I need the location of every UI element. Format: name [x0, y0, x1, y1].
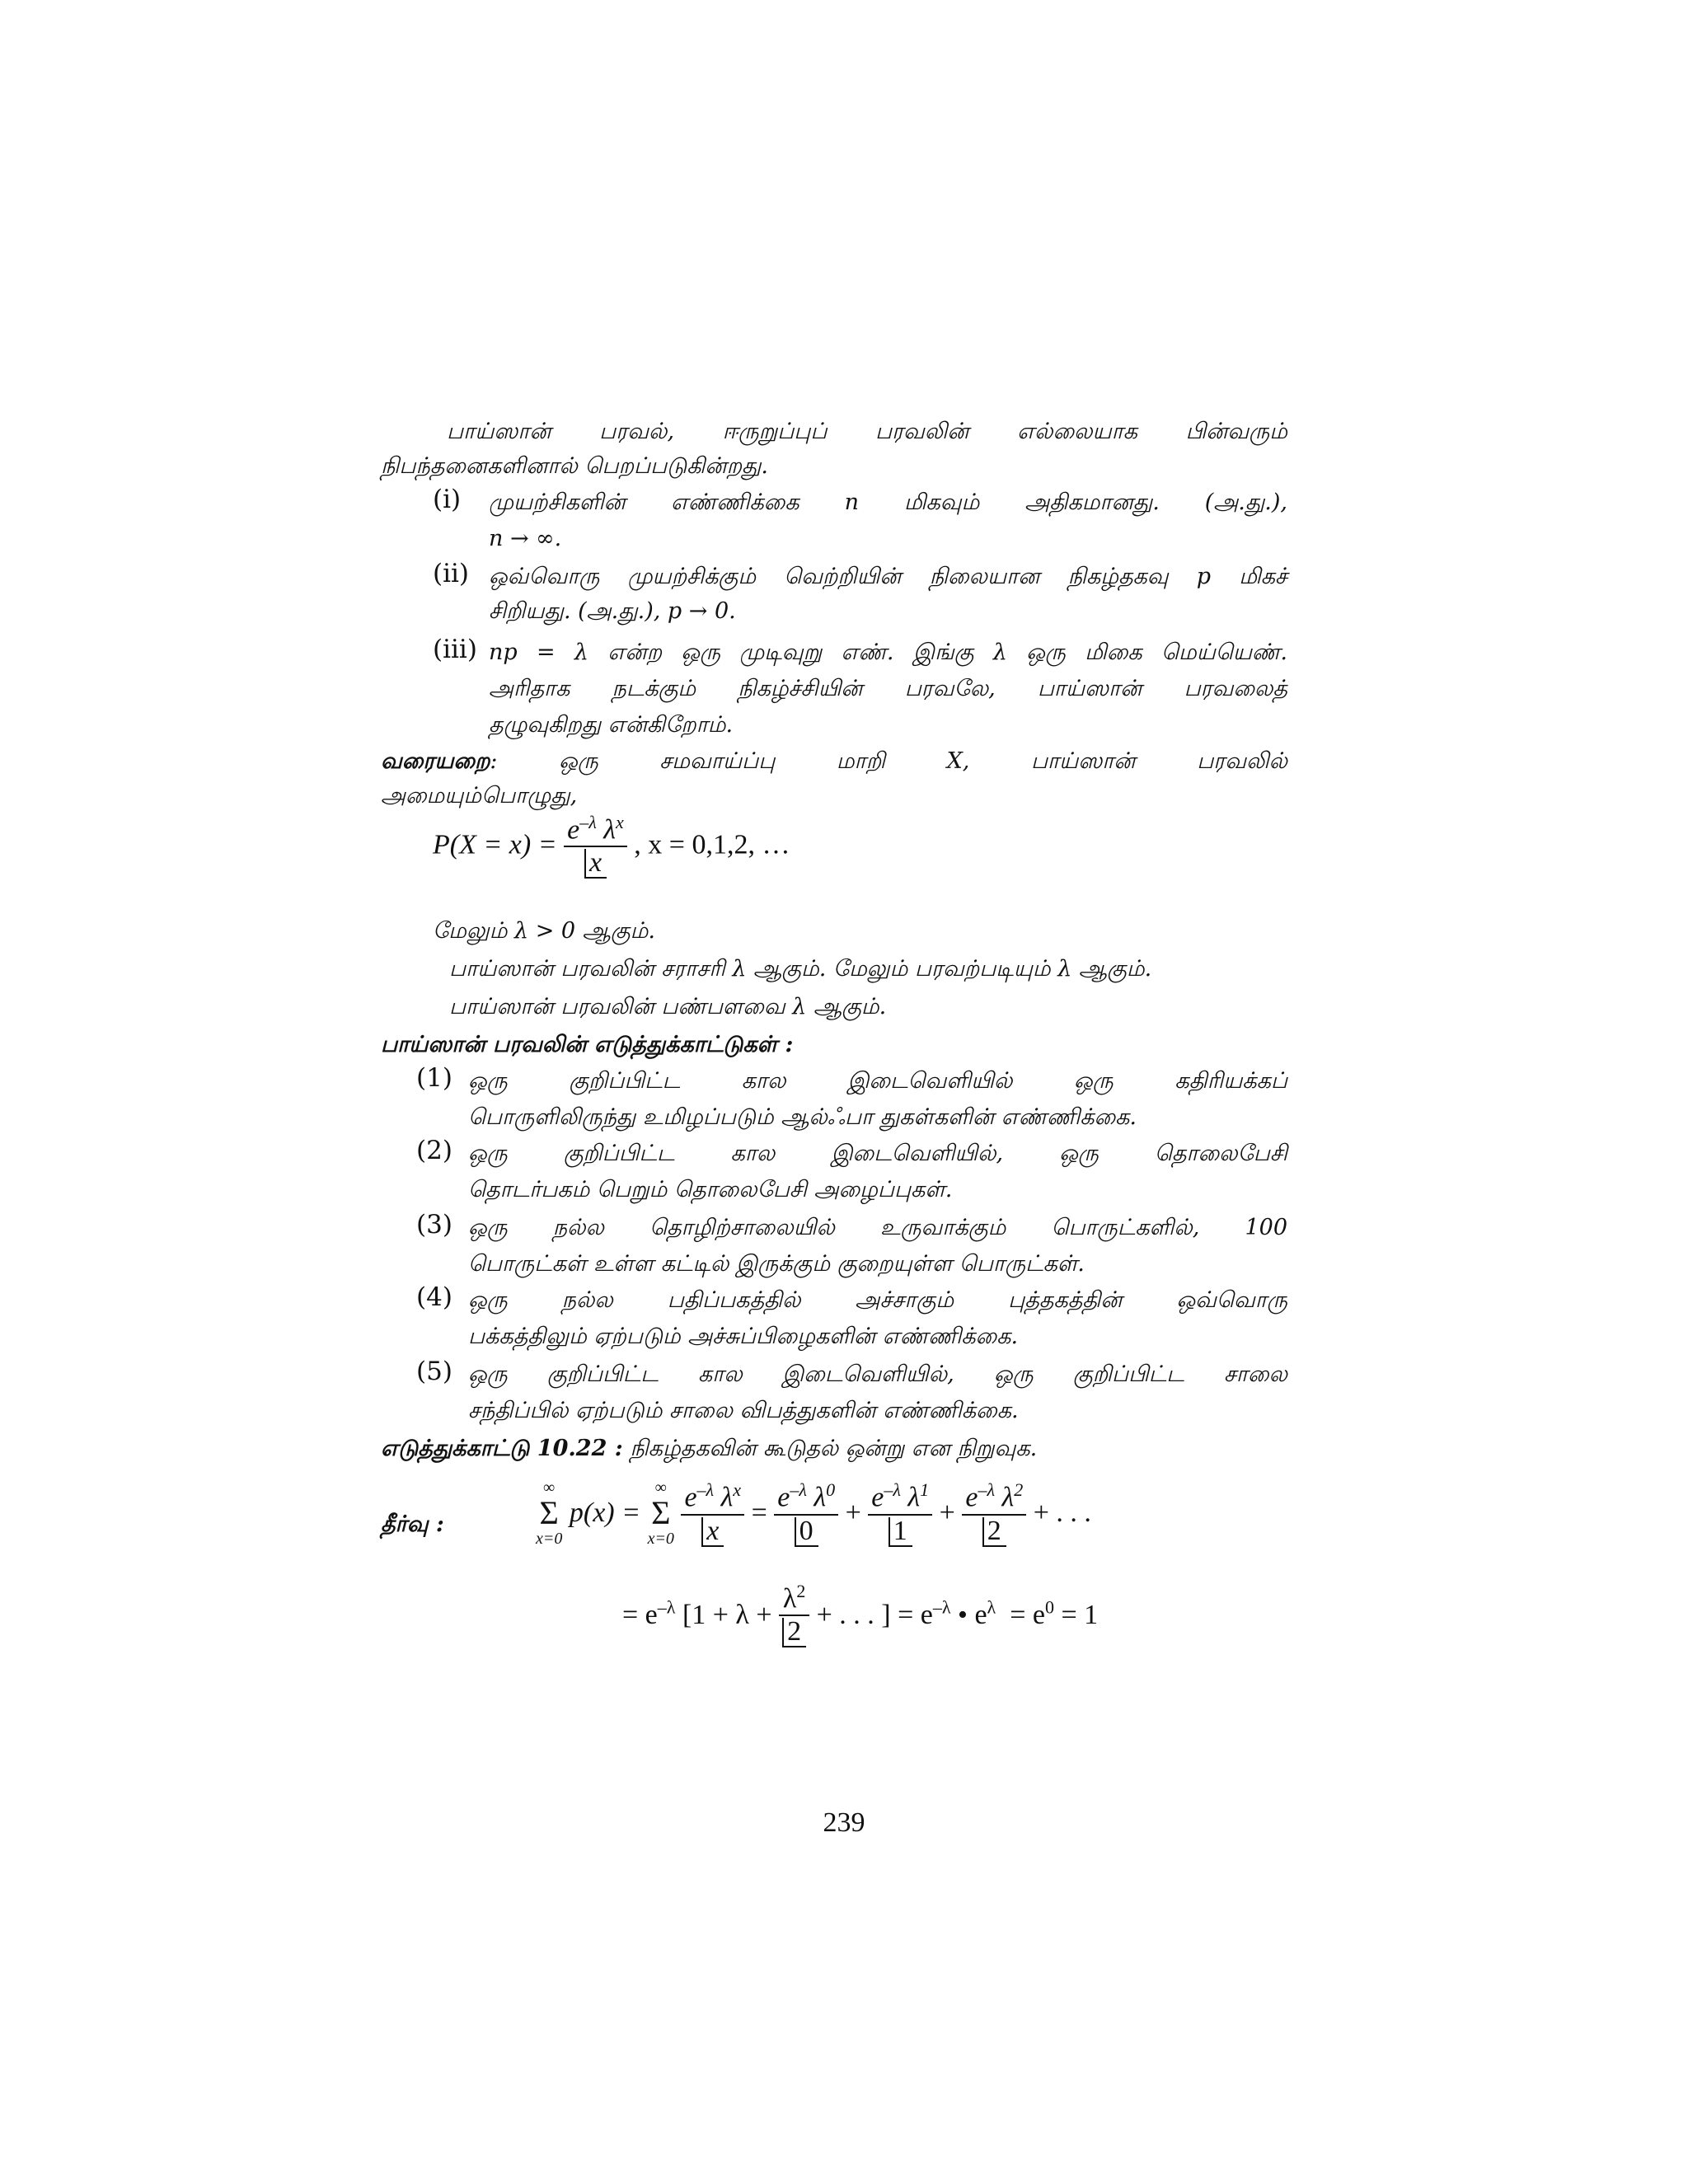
lambda-squared-fraction: $\frac{\lambda^2}{2}$ — [779, 1581, 809, 1647]
examples-heading: பாய்ஸான் பரவலின் எடுத்துக்காட்டுகள் : — [381, 1032, 794, 1057]
example-3-line-1: ஒரு நல்ல தொழிற்சாலையில் உருவாக்கும் பொருட்களில், 100 — [468, 1215, 1287, 1240]
example-5-line-2: சந்திப்பில் ஏற்படும் சாலை விபத்துகளின் எண்ணிக்கை. — [468, 1398, 1019, 1423]
formula-denominator: x — [564, 846, 627, 879]
condition-1-line-2: n → ∞. — [489, 526, 562, 551]
definition-text: : ஒரு சமவாய்ப்பு மாறி X, பாய்ஸான் பரவலில் — [490, 748, 1287, 774]
formula-numerator: $e^{-\lambda}$ $\lambda^x$ — [567, 812, 624, 846]
example-5-line-1: ஒரு குறிப்பிட்ட கால இடைவெளியில், ஒரு குறிப்பிட்ட சாலை — [468, 1361, 1287, 1387]
solution-equation-2: = $e^{-\lambda}$ [1 + λ + $\frac{\lambda^2}{2}$ + . . . ] = $e^{-\lambda}$ • $e^\lambda = e^0 = 1$ — [622, 1581, 1099, 1647]
example-label-2: (2) — [416, 1136, 452, 1165]
worked-example-title — [381, 1432, 1287, 1465]
page-number: 239 — [823, 1807, 865, 1838]
example-2-line-2: தொடர்பகம் பெறும் தொலைபேசி அழைப்புகள். — [468, 1177, 953, 1202]
term-fraction-x: $\frac{e^{-\lambda} \lambda^x}{x}$ — [681, 1479, 744, 1546]
condition-1-line-1: முயற்சிகளின் எண்ணிக்கை n மிகவும் அதிகமானது. (அ.து.), — [489, 490, 1287, 515]
formula-rhs: , x = 0,1,2, … — [634, 829, 790, 860]
sum-symbol-1: ∞ Σ x=0 — [536, 1479, 563, 1548]
term-fraction-0: $\frac{e^{-\lambda} \lambda^0}{0}$ — [774, 1479, 838, 1546]
ellipsis-1: + . . . — [1033, 1497, 1091, 1528]
intro-line-1: பாய்ஸான் பரவல், ஈருறுப்புப் பரவலின் எல்லையாக பின்வரும் — [447, 419, 1287, 444]
px-lhs: p(x) = — [569, 1497, 641, 1528]
condition-3-line-3: தழுவுகிறது என்கிறோம். — [489, 712, 734, 738]
condition-label-1: (i) — [433, 485, 462, 514]
example-label-4: (4) — [416, 1282, 452, 1312]
condition-3-line-2: அரிதாக நடக்கும் நிகழ்ச்சியின் பரவலே, பாய்ஸான் பரவலைத் — [489, 676, 1287, 701]
formula-fraction — [564, 812, 627, 879]
intro-line-2: நிபந்தனைகளினால் பெறப்படுகின்றது. — [381, 453, 768, 479]
condition-2-line-2: சிறியது. (அ.து.), p → 0. — [489, 598, 736, 624]
example-4-line-2: பக்கத்திலும் ஏற்படும் அச்சுப்பிழைகளின் எண்ணிக்கை. — [468, 1324, 1019, 1349]
example-2-line-1: ஒரு குறிப்பிட்ட கால இடைவெளியில், ஒரு தொலைபேசி — [468, 1141, 1287, 1166]
example-label-1: (1) — [416, 1063, 452, 1093]
example-3-line-2: பொருட்கள் உள்ள கட்டில் இருக்கும் குறையுள்ள பொருட்கள். — [468, 1251, 1085, 1277]
poisson-pmf-formula — [433, 812, 790, 879]
definition-note-1: மேலும் λ > 0 ஆகும். — [433, 918, 655, 944]
definition-term: வரையறை — [381, 748, 490, 774]
condition-3-line-1: np = λ என்ற ஒரு முடிவுறு எண். இங்கு λ ஒரு மிகை மெய்யெண். — [489, 640, 1287, 665]
example-label-3: (3) — [416, 1210, 452, 1240]
definition-note-3: பாய்ஸான் பரவலின் பண்பளவை λ ஆகும். — [449, 994, 887, 1019]
condition-label-3: (iii) — [433, 635, 477, 664]
solution-label: தீர்வு : — [381, 1511, 444, 1537]
example-4-line-1: ஒரு நல்ல பதிப்பகத்தில் அச்சாகும் புத்தகத்தின் ஒவ்வொரு — [468, 1287, 1287, 1313]
sum-symbol-2: ∞ Σ x=0 — [647, 1479, 674, 1548]
worked-example-label: எடுத்துக்காட்டு 10.22 : — [381, 1436, 623, 1461]
condition-label-2: (ii) — [433, 559, 470, 588]
definition-line-2: அமையும்பொழுது, — [381, 783, 578, 808]
solution-equation-1: ∞ Σ x=0 p(x) = ∞ Σ x=0 $\frac{e^{-\lambda} \lambda^x}{x}$ = $\frac{e^{-\lambda} \lambda^0}{0}$ + $\frac{e^{-\lambda} \lambda^1}{1}$ + $\frac{e^{-\lambda} \lambda^2}{2}$ + . . . — [536, 1479, 1091, 1548]
term-fraction-2: $\frac{e^{-\lambda} \lambda^2}{2}$ — [962, 1479, 1026, 1546]
example-label-5: (5) — [416, 1357, 452, 1386]
example-1-line-1: ஒரு குறிப்பிட்ட கால இடைவெளியில் ஒரு கதிரியக்கப் — [468, 1068, 1287, 1094]
term-fraction-1: $\frac{e^{-\lambda} \lambda^1}{1}$ — [868, 1479, 932, 1546]
worked-example-text: நிகழ்தகவின் கூடுதல் ஒன்று என நிறுவுக. — [630, 1436, 1038, 1461]
example-1-line-2: பொருளிலிருந்து உமிழப்படும் ஆல்ஃபா துகள்களின் எண்ணிக்கை. — [468, 1104, 1137, 1130]
condition-2-line-1: ஒவ்வொரு முயற்சிக்கும் வெற்றியின் நிலையான நிகழ்தகவு p மிகச் — [489, 564, 1287, 589]
definition-line-1 — [381, 745, 1287, 778]
formula-lhs: P(X = x) = — [433, 829, 557, 860]
definition-note-2: பாய்ஸான் பரவலின் சராசரி λ ஆகும். மேலும் பரவற்படியும் λ ஆகும். — [449, 956, 1152, 982]
